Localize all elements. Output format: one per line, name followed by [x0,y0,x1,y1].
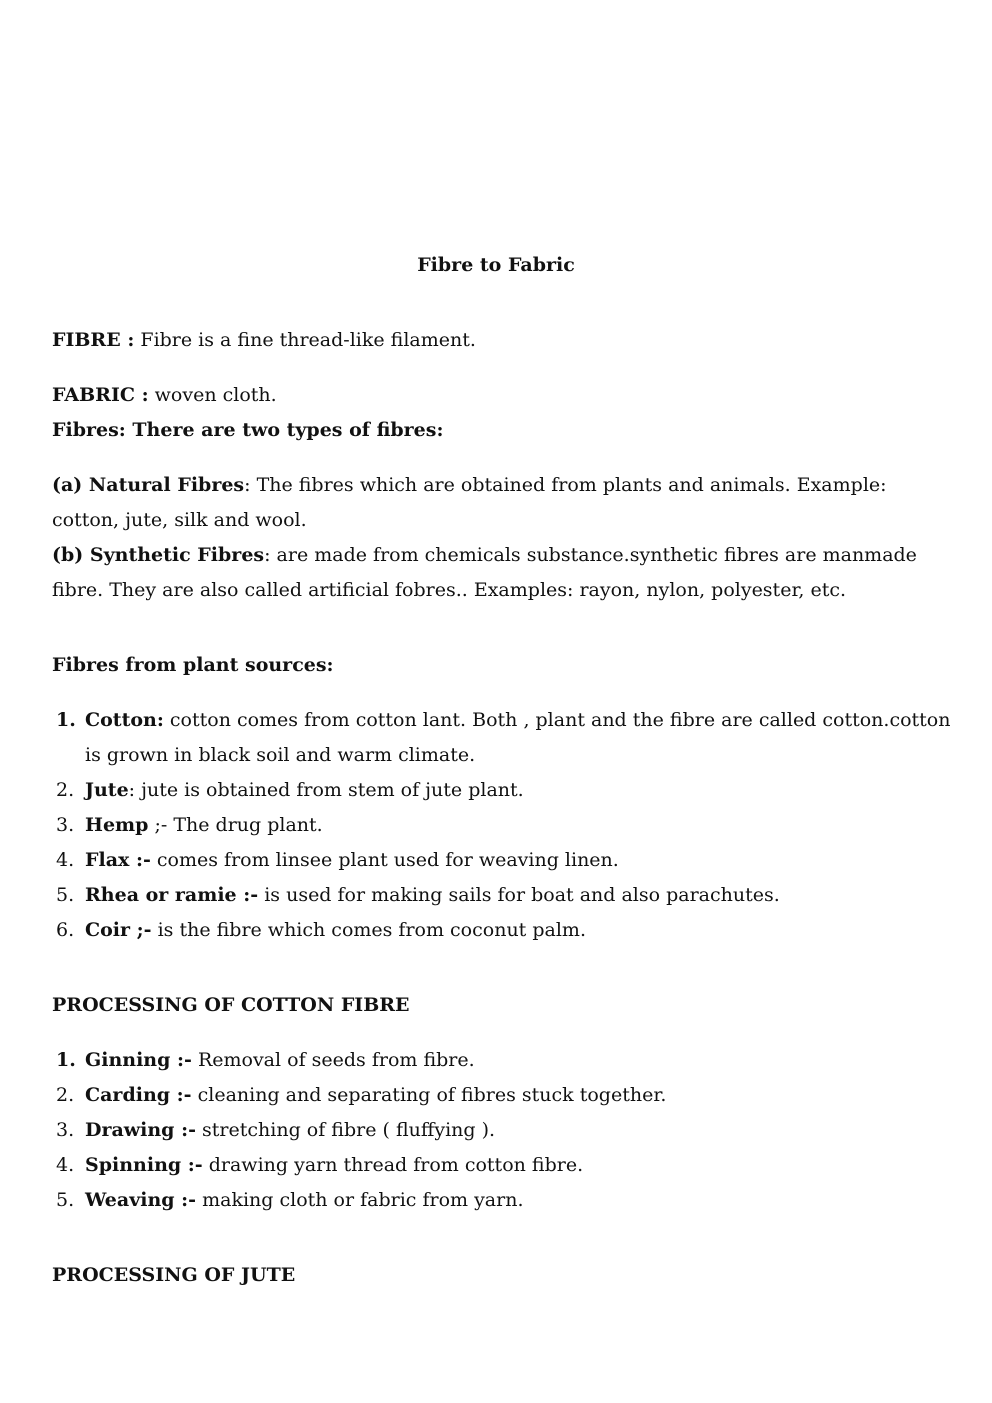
list-text: ;- The drug plant. [148,814,323,836]
list-text: is used for making sails for boat and also parachutes. [258,884,780,906]
list-term: Drawing :- [85,1119,196,1141]
list-number: 1. [56,709,76,731]
list-number: 4. [56,1154,75,1176]
natural-fibres-text: : The fibres which are obtained from plants and animals. Example: cotton, jute, silk and wool. [52,474,887,531]
list-term: Hemp [85,814,149,836]
page-title: Fibre to Fabric [417,254,575,276]
cotton-processing-heading: PROCESSING OF COTTON FIBRE [52,994,410,1016]
list-text: cotton comes from cotton lant. Both , plant and the fibre are called cotton.cotton is grown in black soil and warm climate. [85,709,951,766]
list-item [52,1148,952,1183]
list-text: drawing yarn thread from cotton fibre. [202,1154,584,1176]
list-number: 3. [56,814,75,836]
list-text: comes from linsee plant used for weaving linen. [150,849,619,871]
list-item [52,773,952,808]
list-number: 4. [56,849,75,871]
list-term: Spinning :- [85,1154,203,1176]
list-item [52,1043,952,1078]
document-page [52,248,952,1293]
fabric-text: woven cloth. [148,384,277,406]
fibre-term: FIBRE : [52,329,135,351]
fibre-text: Fibre is a fine thread-like filament. [134,329,476,351]
list-term: Flax :- [85,849,151,871]
list-number: 2. [56,779,75,801]
natural-fibres-term: (a) Natural Fibres [52,474,245,496]
fabric-definition [52,378,952,413]
list-item [52,703,952,773]
list-term: Jute [85,779,129,801]
cotton-processing-list [52,1043,952,1218]
list-text: Removal of seeds from fibre. [191,1049,475,1071]
list-term: Coir ;- [85,919,152,941]
fabric-term: FABRIC : [52,384,149,406]
list-item [52,878,952,913]
list-number: 1. [56,1049,76,1071]
list-term: Cotton: [85,709,164,731]
jute-processing-heading: PROCESSING OF JUTE [52,1264,296,1286]
list-text: stretching of fibre ( fluffying ). [196,1119,496,1141]
list-item [52,843,952,878]
natural-fibres-paragraph [52,468,952,538]
list-term: Weaving :- [85,1189,197,1211]
list-number: 6. [56,919,75,941]
list-term: Carding :- [85,1084,192,1106]
list-number: 5. [56,1189,75,1211]
list-number: 2. [56,1084,75,1106]
list-text: is the fibre which comes from coconut palm. [151,919,586,941]
fibre-definition [52,323,952,358]
list-item [52,808,952,843]
list-number: 3. [56,1119,75,1141]
synthetic-fibres-paragraph [52,538,952,608]
list-term: Ginning :- [85,1049,192,1071]
list-item [52,1183,952,1218]
list-item [52,1113,952,1148]
list-number: 5. [56,884,75,906]
types-heading: Fibres: There are two types of fibres: [52,419,444,441]
list-term: Rhea or ramie :- [85,884,259,906]
list-item [52,913,952,948]
list-item [52,1078,952,1113]
plant-sources-list [52,703,952,948]
synthetic-fibres-term: (b) Synthetic Fibres [52,544,265,566]
plant-sources-heading: Fibres from plant sources: [52,654,334,676]
synthetic-fibres-text: : are made from chemicals substance.synthetic fibres are manmade fibre. They are also called artificial fobres.. Examples: rayon, nylon, polyester, etc. [52,544,917,601]
list-text: cleaning and separating of fibres stuck together. [191,1084,667,1106]
list-text: : jute is obtained from stem of jute plant. [128,779,524,801]
list-text: making cloth or fabric from yarn. [196,1189,524,1211]
